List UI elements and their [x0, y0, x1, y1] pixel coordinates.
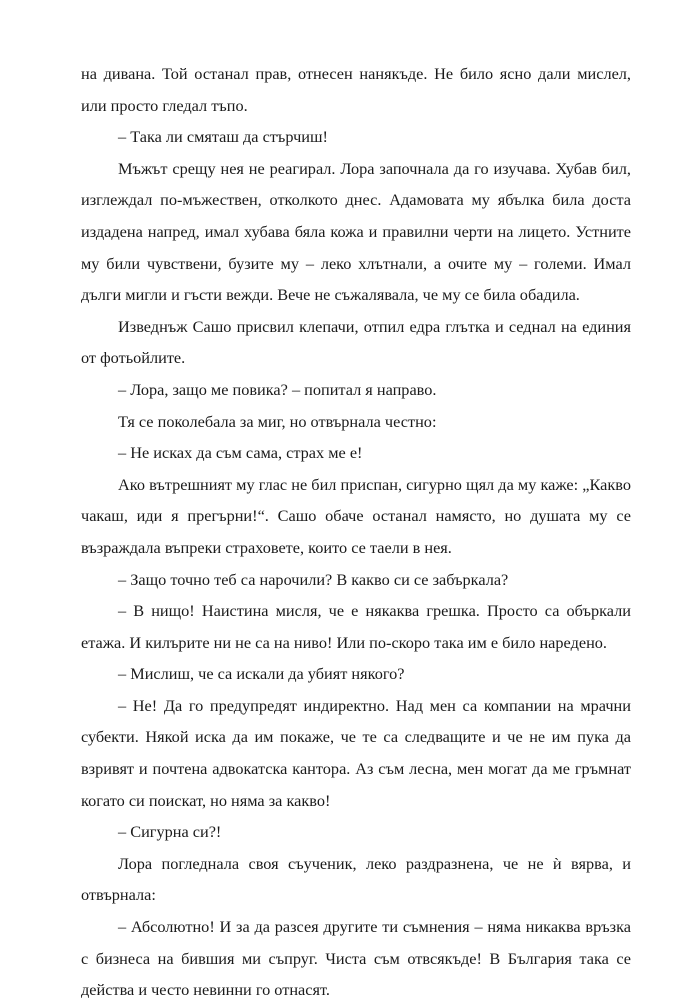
document-body: [81, 58, 631, 1006]
paragraph: Ако вътрешният му глас не бил приспан, сигурно щял да му каже: „Какво чакаш, иди я прегърни!“. Сашо обаче останал намясто, но душата му се възраждала въпреки страховете, които се таели в нея.: [81, 474, 631, 557]
paragraph: Тя се поколебала за миг, но отвърнала честно:: [118, 411, 437, 431]
paragraph: – Така ли смяташ да стърчиш!: [118, 127, 328, 147]
paragraph: Изведнъж Сашо присвил клепачи, отпил едра глътка и седнал на единия от фотьойлите.: [81, 316, 631, 368]
paragraph: – Абсолютно! И за да разсея другите ти съмнения – няма никаква връзка с бизнеса на бившия ми съпруг. Чиста съм отвсякъде! В България така се действа и често невинни го отнасят.: [81, 917, 631, 1000]
paragraph: – Не! Да го предупредят индиректно. Над мен са компании на мрачни субекти. Някой иска да им покаже, че те са следващите и че не им пука да взривят и почтена адвокатска кантора. Аз съм лесна, мен могат да ме гръмнат когато си поискат, но няма за какво!: [81, 695, 631, 810]
paragraph: – Не исках да съм сама, страх ме е!: [118, 443, 363, 463]
paragraph: – В нищо! Наистина мисля, че е някаква грешка. Просто са объркали етажа. И килърите ни не са на ниво! Или по-скоро така им е било наредено.: [81, 601, 631, 652]
paragraph: – Мислиш, че са искали да убият някого?: [118, 664, 405, 684]
paragraph: на дивана. Той останал прав, отнесен нанякъде. Не било ясно дали мислел, или просто гледал тъпо.: [81, 64, 631, 115]
paragraph: – Лора, защо ме повика? – попитал я направо.: [118, 379, 437, 399]
paragraph: – Сигурна си?!: [118, 822, 222, 842]
paragraph: Мъжът срещу нея не реагирал. Лора започнала да го изучава. Хубав бил, изглеждал по-мъжествен, отколкото днес. Адамовата му ябълка била доста издадена напред, имал хубава бяла кожа и правилни черти на лицето. Устните му били чувствени, бузите му – леко хлътнали, а очите му – големи. Имал дълги мигли и гъсти вежди. Вече не съжалявала, че му се била обадила.: [81, 158, 631, 305]
paragraph: – Защо точно теб са нарочили? В какво си се забъркала?: [118, 569, 509, 589]
paragraph: Лора погледнала своя съученик, леко раздразнена, че не ѝ вярва, и отвърнала:: [81, 853, 631, 905]
